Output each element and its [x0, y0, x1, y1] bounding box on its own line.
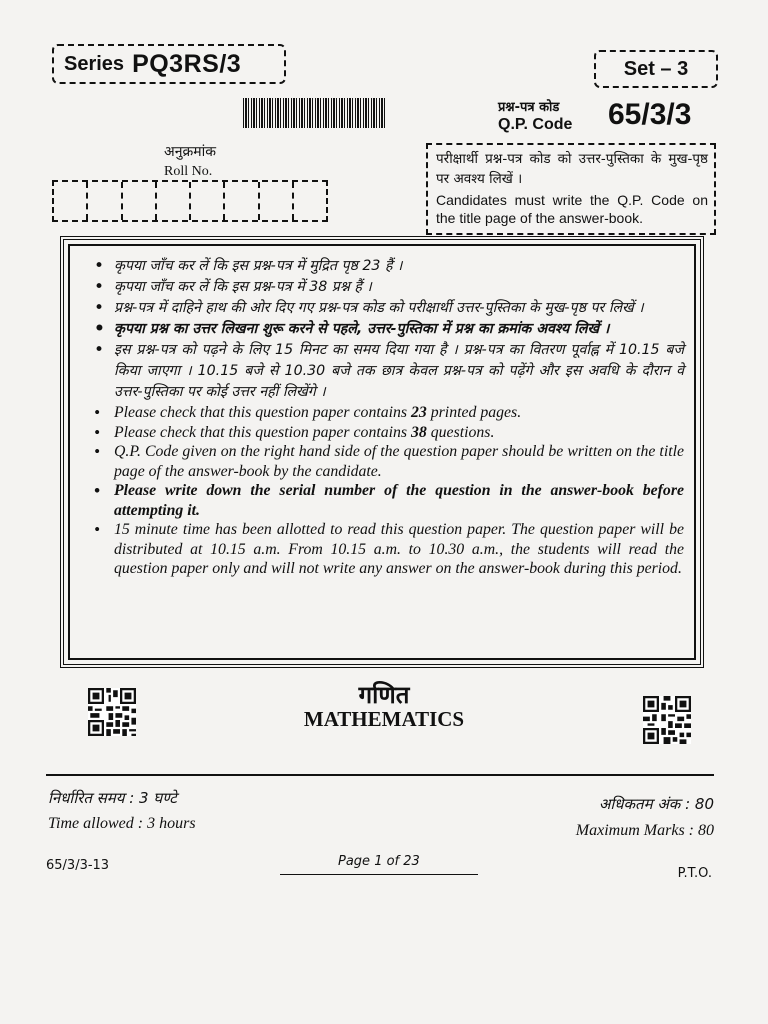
instruction-item-hindi: • कृपया जाँच कर लें कि इस प्रश्न-पत्र में 38 प्रश्न हैं । [94, 277, 684, 298]
instruction-text: Please check that this question paper contains [114, 423, 412, 441]
roll-number-boxes[interactable] [52, 180, 328, 222]
qp-code-value: 65/3/3 [608, 98, 692, 131]
instructions-frame [60, 236, 704, 668]
instruction-item: • Q.P. Code given on the right hand side of the question paper should be written on the title page of the answer-book by the candidate. [94, 442, 684, 481]
instruction-item-hindi: • प्रश्न-पत्र में दाहिने हाथ की ओर दिए गए प्रश्न-पत्र कोड को परीक्षार्थी उत्तर-पुस्तिका के मुख-पृष्ठ पर लिखें । [94, 298, 684, 319]
footer-divider [280, 874, 478, 875]
pto-label: P.T.O. [677, 866, 712, 881]
instruction-item-hindi: • कृपया जाँच कर लें कि इस प्रश्न-पत्र में मुद्रित पृष्ठ 23 हैं । [94, 256, 684, 277]
instruction-item-hindi: • इस प्रश्न-पत्र को पढ़ने के लिए 15 मिनट का समय दिया गया है । प्रश्न-पत्र का वितरण पूर्वाह्न में 10.15 बजे किया जाएगा । 10.15 बजे से 10.30 बजे तक छात्र केवल प्रश्न-पत्र को पढ़ेंगे और इस अवधि के दौरान वे उत्तर-पुस्तिका पर कोई उत्तर नहीं लिखेंगे । [94, 340, 684, 403]
series-label: Series [64, 52, 125, 75]
roll-digit-box[interactable] [54, 182, 88, 220]
maximum-marks: Maximum Marks : 80 [575, 822, 714, 839]
roll-label: Roll No. [164, 164, 213, 179]
instruction-item: • Please write down the serial number of the question in the answer-book before attempting it. [94, 481, 684, 520]
candidate-note-hindi: परीक्षार्थी प्रश्न-पत्र कोड को उत्तर-पुस्तिका के मुख-पृष्ठ पर अवश्य लिखें । [436, 151, 708, 187]
series-value: PQ3RS/3 [132, 49, 242, 78]
qp-code-label-hindi: प्रश्न-पत्र कोड [498, 100, 560, 115]
roll-digit-box[interactable] [88, 182, 122, 220]
roll-digit-box[interactable] [191, 182, 225, 220]
series-box [52, 44, 286, 84]
divider [46, 774, 714, 776]
subject-title: MATHEMATICS [303, 707, 465, 731]
roll-digit-box[interactable] [260, 182, 294, 220]
roll-digit-box[interactable] [294, 182, 326, 220]
instruction-item-hindi: • कृपया प्रश्न का उत्तर लिखना शुरू करने से पहले, उत्तर-पुस्तिका में प्रश्न का क्रमांक अवश्य लिखें । [94, 319, 684, 340]
page-number: Page 1 of 23 [338, 854, 420, 869]
candidate-note-box [426, 143, 716, 235]
subject-title-hindi: गणित [358, 681, 410, 709]
instruction-text: printed pages. [426, 404, 522, 421]
set-box [594, 50, 718, 88]
roll-digit-box[interactable] [123, 182, 157, 220]
instruction-item [94, 403, 684, 423]
instruction-item [94, 423, 684, 443]
time-allowed: Time allowed : 3 hours [48, 815, 196, 832]
candidate-note: Candidates must write the Q.P. Code on the title page of the answer-book. [436, 192, 708, 226]
maximum-marks-hindi: अधिकतम अंक : 80 [598, 795, 714, 813]
instruction-item: • 15 minute time has been allotted to read this question paper. The question paper will be distributed at 10.15 a.m. From 10.15 a.m. to 10.30 a.m., the students will read the question paper only and will not write any answer on the answer-book during this period. [94, 520, 684, 579]
time-allowed-hindi: निर्धारित समय : 3 घण्टे [48, 789, 177, 807]
roll-digit-box[interactable] [157, 182, 191, 220]
qp-code-label: Q.P. Code [498, 116, 573, 133]
instruction-text: Please check that this question paper contains [114, 404, 412, 421]
instruction-number: 38 [411, 423, 427, 441]
roll-digit-box[interactable] [225, 182, 259, 220]
instructions-inner [68, 244, 696, 660]
roll-label-hindi: अनुक्रमांक [164, 144, 216, 160]
instruction-text: questions. [426, 423, 495, 441]
set-label: Set – 3 [623, 57, 689, 80]
footer-code: 65/3/3-13 [46, 858, 110, 873]
instructions-list [94, 256, 684, 579]
barcode-icon [243, 98, 387, 128]
instruction-number: 23 [411, 404, 427, 421]
